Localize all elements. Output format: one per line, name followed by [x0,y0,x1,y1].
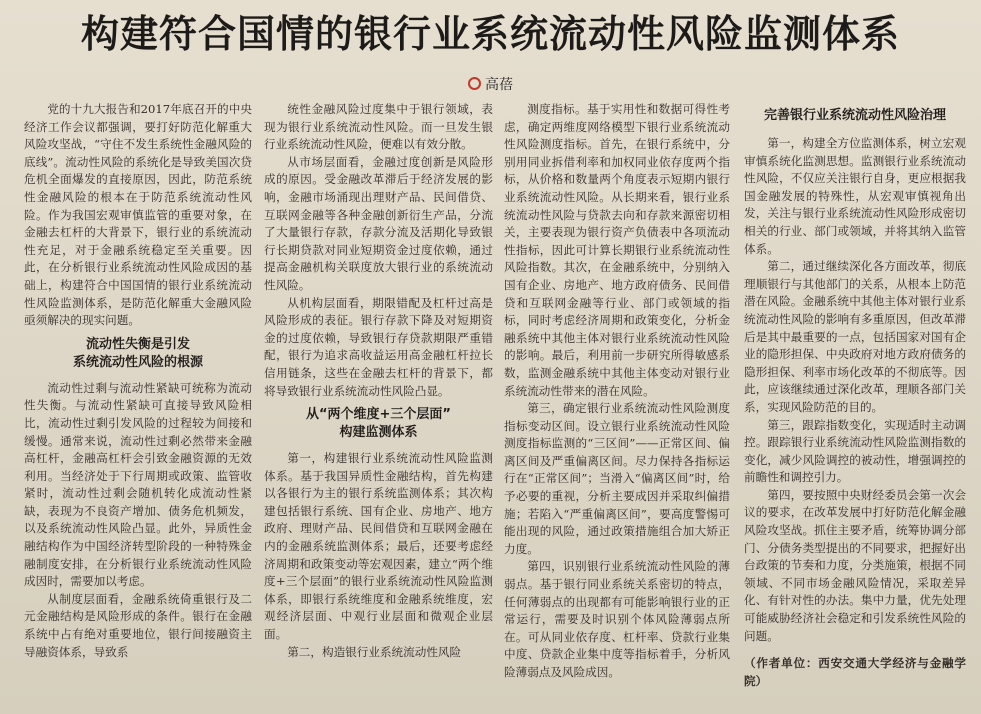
paragraph: 从市场层面看，金融过度创新是风险形成的原因。受金融改革滞后于经济发展的影响，金融市场涌现出理财产品、民间借贷、互联网金融等各种金融创新衍生产品，分流了大量银行存款，存款分流及活期化导致银行长期贷款对同业短期资金过度依赖，通过提高金融机构关联度放大银行业的系统流动性风险。 [264,154,493,292]
section-heading: 从“两个维度+三个层面” 构建监测体系 [306,407,451,441]
author-affiliation: （作者单位：西安交通大学经济与金融学院） [744,656,966,688]
paragraph: 流动性过剩与流动性紧缺可统称为流动性失衡。与流动性紧缺可直接导致风险相比，流动性过剩引发风险的过程较为间接和缓慢。通常来说，流动性过剩必然带来金融高杠杆，金融高杠杆会引致金融资源的无效利用。当经济处于下行周期或政策、监管收紧时，流动性过剩会随机转化成流动性紧缺，表现为不良资产增加、债务危机频发，以及系统流动性风险凸显。此外，异质性金融结构作为中国经济转型阶段的一种特殊金融制度安排，在分析银行业系统流动性风险成因时，需要加以考虑。 [24,380,252,589]
text-column-2 [264,101,493,711]
text-column-1 [24,101,252,711]
text-column-4 [744,101,966,711]
author-name: 高蓓 [485,77,513,93]
paragraph: 党的十九大报告和2017年底召开的中央经济工作会议都强调，要打好防范化解重大风险攻坚战，“守住不发生系统性金融风险的底线”。流动性风险的系统化是导致美国次贷危机全面爆发的直接原因，因此，防范系统性金融风险的根本在于防范系统流动性风险。作为我国宏观审慎监管的重要对象，在金融去杠杆的大背景下，银行业的系统流动性充足，对于金融系统稳定至关重要。因此，在分析银行业系统流动性风险成因的基础上，构建符合中国国情的银行业系统流动性风险监测体系，是防范化解重大金融风险亟须解决的现实问题。 [24,102,252,328]
paragraph: 第二，构造银行业系统流动性风险 [287,644,462,659]
paragraph: 统性金融风险过度集中于银行领域，表现为银行业系统流动性风险。而一旦发生银行业系统流动性风险，便难以有效分散。 [264,102,493,152]
section-heading: 流动性失衡是引发 系统流动性风险的根源 [72,336,203,370]
paragraph: 第三，跟踪指数变化，实现适时主动调控。跟踪银行业系统流动性风险监测指数的变化，减少风险调控的被动性，增强调控的前瞻性和调控引力。 [744,417,966,485]
paragraph: 从制度层面看，金融系统倚重银行及二元金融结构是风险形成的条件。银行在金融系统中占有绝对重要地位，银行间接融资主导融资体系，导致系 [24,591,252,659]
paragraph: 测度指标。基于实用性和数据可得性考虑，确定两维度网络模型下银行业系统流动性风险测度指标。首先，在银行系统中，分别用同业拆借利率和加权同业依存度两个指标，从价格和数量两个角度表示短期内银行业系统流动性风险。从长期来看，银行业系统流动性风险与贷款去向和存款来源密切相关，主要表现为银行资产负债表中各项流动性指标，因此可计算长期银行业系统流动性风险指数。其次，在金融系统中，分别纳入国有企业、房地产、地方政府债务、民间借贷和互联网金融等行业、部门或领域的指标，同时考虑经济周期和政策变化，分析金融系统中其他主体对银行业系统流动性风险的影响。最后，利用前一步研究所得敏感系数，监测金融系统中其他主体变动对银行业系统流动性带来的潜在风险。 [504,102,730,398]
byline-circle-icon [468,77,481,90]
paragraph: 第一，构建全方位监测体系，树立宏观审慎系统化监测思想。监测银行业系统流动性风险，不仅应关注银行自身，更应根据我国金融发展的特殊性，从宏观审慎视角出发，关注与银行业系统流动性风险形成密切相关的行业、部门或领域，并将其纳入监管体系。 [744,136,966,256]
byline [0,74,981,94]
paragraph: 从机构层面看，期限错配及杠杆过高是风险形成的表征。银行存款下降及对短期资金的过度依赖，导致银行存贷款期限严重错配，银行为追求高收益运用高金融杠杆拉长信用链条，这些在金融去杠杆的背景下，都将导致银行业系统流动性风险凸显。 [264,295,493,398]
paragraph: 第三，确定银行业系统流动性风险测度指标变动区间。设立银行业系统流动性风险测度指标监测的“三区间”——正常区间、偏离区间及严重偏离区间。尽力保持各指标运行在“正常区间”；当滑入“偏离区间”时，给予必要的重视，分析主要成因并采取纠偏措施；若陷入“严重偏离区间”，要高度警惕可能出现的风险，通过政策措施组合加大矫正力度。 [504,401,730,556]
article-title: 构建符合国情的银行业系统流动性风险监测体系 [80,12,900,56]
paragraph: 第四，要按照中央财经委员会第一次会议的要求，在改革发展中打好防范化解金融风险攻坚战。抓住主要矛盾，统筹协调分部门、分债务类型提出的不同要求，把握好出台政策的节奏和力度，分类施策，根据不同领域、不同市场金融风险情况，采取差异化、有针对性的办法。集中力量，优先处理可能威胁经济社会稳定和引发系统性风险的问题。 [744,487,966,643]
paragraph: 第四，识别银行业系统流动性风险的薄弱点。基于银行同业系统关系密切的特点，任何薄弱点的出现都有可能影响银行业的正常运行，需要及时识别个体风险薄弱点所在。可从同业依存度、杠杆率、贷款行业集中度、贷款企业集中度等指标着手，分析风险薄弱点及风险成因。 [504,559,730,679]
paragraph: 第一，构建银行业系统流动性风险监测体系。基于我国异质性金融结构，首先构建以各银行为主的银行系统监测体系；其次构建包括银行系统、国有企业、房地产、地方政府、理财产品、民间借贷和互联网金融在内的金融系统监测体系；最后，还要考虑经济周期和政策变动等宏观因素，建立“两个维度+三个层面”的银行业系统流动性风险监测体系，即银行系统维度和金融系统维度，宏观经济层面、中观行业层面和微观企业层面。 [264,451,493,642]
paragraph: 第二，通过继续深化各方面改革，彻底理顺银行与其他部门的关系，从根本上防范潜在风险。金融系统中其他主体对银行业系统流动性风险的影响有多重原因，但改革滞后是其中最重要的一点，包括国家对国有企业的隐形担保、中央政府对地方政府债务的隐形担保、利率市场化改革的不彻底等。因此，应该继续通过深化改革，理顺各部门关系，实现风险防范的目的。 [744,259,966,414]
section-heading: 完善银行业系统流动性风险治理 [763,108,946,123]
text-column-3 [504,101,730,711]
